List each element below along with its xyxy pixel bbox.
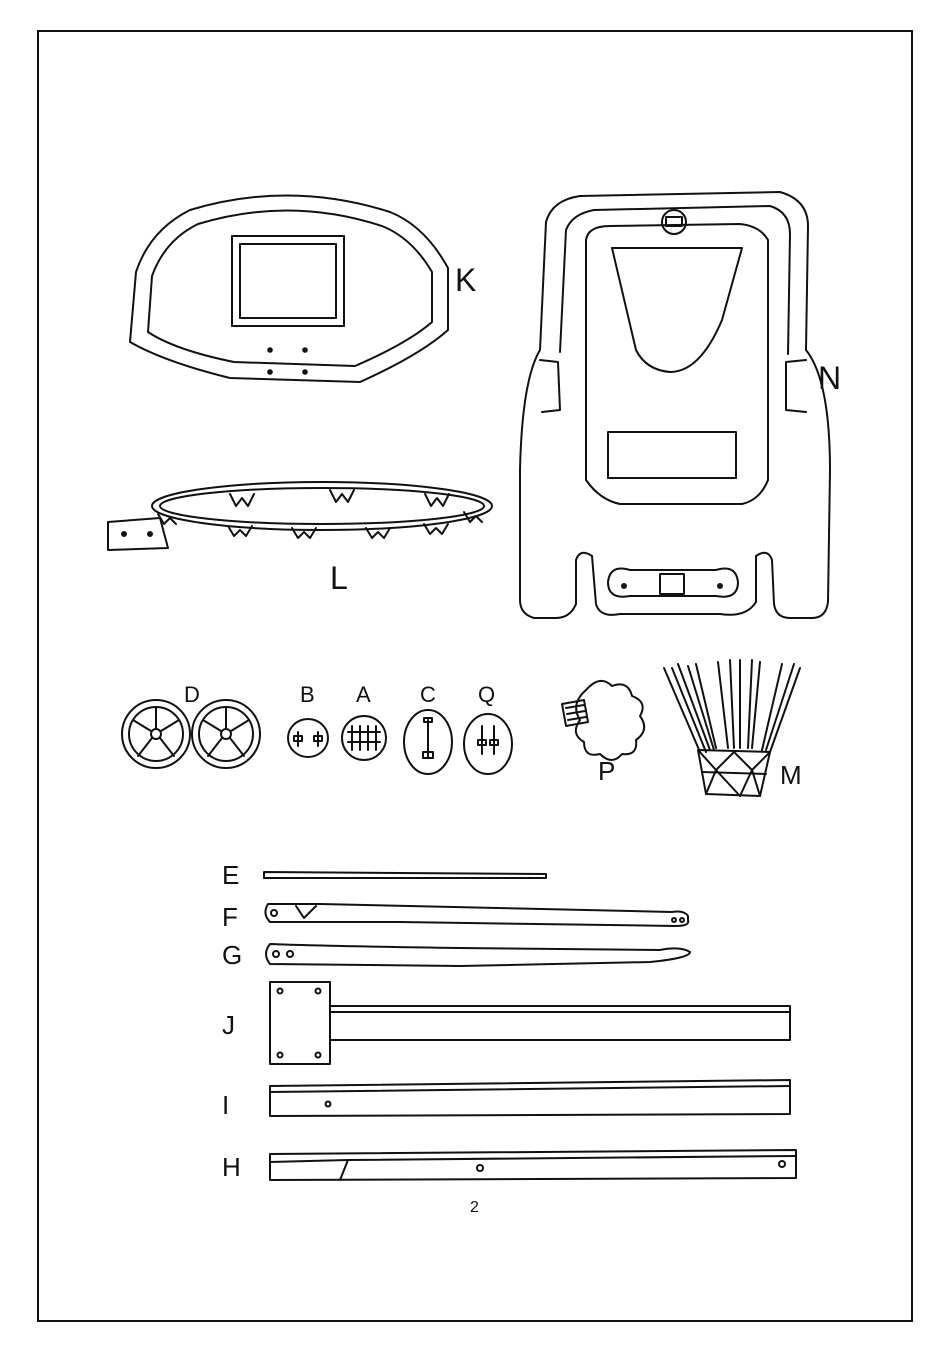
brace-icon [265,904,688,926]
knob-icon [562,681,644,760]
brace-icon [266,944,690,966]
part-label-e: E [222,860,240,890]
part-label-d: D [184,682,200,707]
pole-icon [270,1150,796,1180]
part-label-h: H [222,1152,241,1182]
part-label-m: M [780,760,802,790]
rod-icon [264,872,546,878]
rim-icon [108,482,492,550]
bolt-pack-icon [404,710,452,774]
part-label-c: C [420,682,436,707]
support-pole-icon [270,982,790,1064]
bolt-pack-icon [342,716,386,760]
part-label-n: N [818,360,842,396]
part-label-i: I [222,1090,230,1120]
bolt-pack-icon [288,719,328,757]
part-label-l: L [330,560,348,596]
part-label-a: A [356,682,371,707]
base-icon [520,192,830,618]
part-label-p: P [598,756,616,786]
part-label-j: J [222,1010,235,1040]
part-label-b: B [300,682,315,707]
part-label-g: G [222,940,243,970]
backboard-icon [130,195,448,382]
bolt-pack-icon [464,714,512,774]
part-label-k: K [455,262,477,298]
page-number: 2 [470,1199,479,1216]
part-label-q: Q [478,682,496,707]
wheel-icon [122,700,260,768]
pole-icon [270,1080,790,1116]
part-label-f: F [222,902,238,932]
